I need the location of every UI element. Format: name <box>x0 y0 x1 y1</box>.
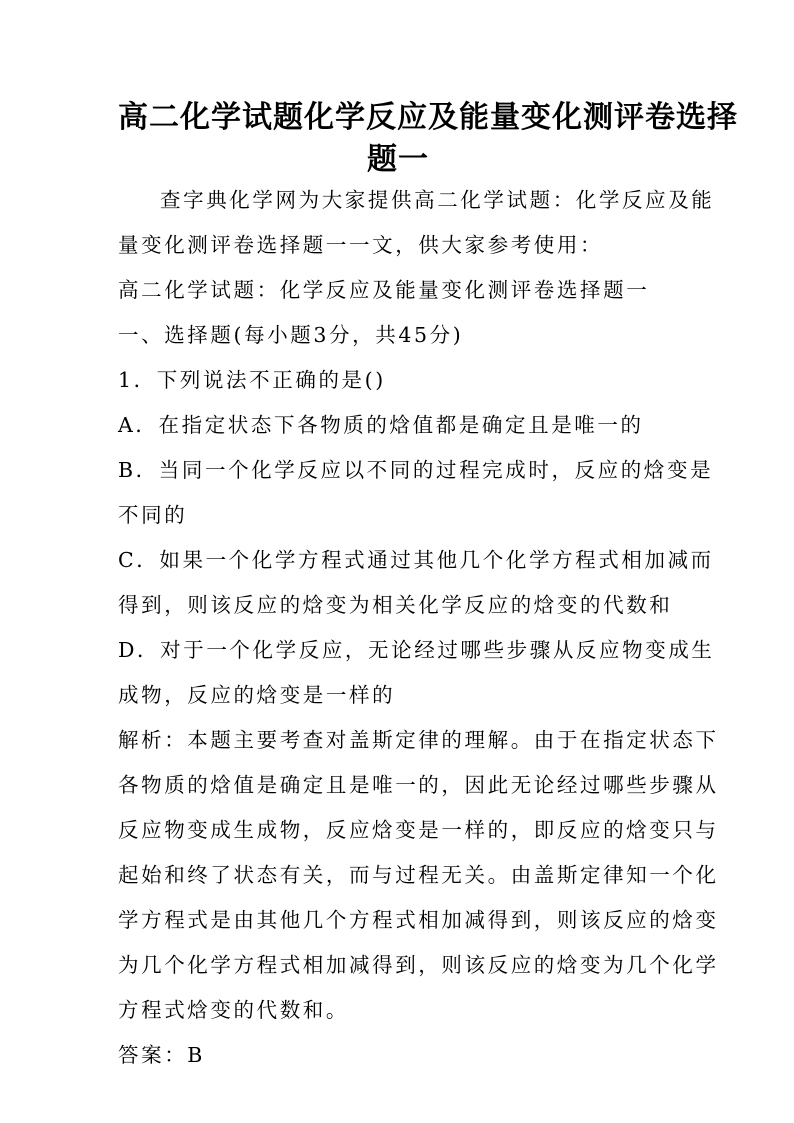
option-b-line-1: B．当同一个化学反应以不同的过程完成时，反应的焓变是 <box>118 458 714 482</box>
analysis-line-2: 各物质的焓值是确定且是唯一的，因此无论经过哪些步骤从 <box>118 773 719 797</box>
section-heading: 一、选择题(每小题3分，共45分) <box>118 323 464 347</box>
option-a: A．在指定状态下各物质的焓值都是确定且是唯一的 <box>118 413 644 437</box>
analysis-line-1: 解析：本题主要考查对盖斯定律的理解。由于在指定状态下 <box>118 728 719 752</box>
question-1: 1．下列说法不正确的是() <box>118 368 386 392</box>
page-title-line-2: 题一 <box>367 142 429 177</box>
analysis-line-6: 为几个化学方程式相加减得到，则该反应的焓变为几个化学 <box>118 953 719 977</box>
answer-line: 答案：B <box>118 1043 205 1067</box>
analysis-line-7: 方程式焓变的代数和。 <box>118 998 349 1022</box>
subtitle-line: 高二化学试题：化学反应及能量变化测评卷选择题一 <box>118 278 650 302</box>
intro-line-1: 查字典化学网为大家提供高二化学试题：化学反应及能 <box>160 188 715 212</box>
option-d-line-2: 成物，反应的焓变是一样的 <box>118 683 396 707</box>
option-c-line-1: C．如果一个化学方程式通过其他几个化学方程式相加减而 <box>118 548 714 572</box>
analysis-line-3: 反应物变成生成物，反应焓变是一样的，即反应的焓变只与 <box>118 818 719 842</box>
intro-line-2: 量变化测评卷选择题一一文，供大家参考使用： <box>118 233 604 257</box>
option-b-line-2: 不同的 <box>118 503 188 527</box>
analysis-line-4: 起始和终了状态有关，而与过程无关。由盖斯定律知一个化 <box>118 863 719 887</box>
page-title-line-1: 高二化学试题化学反应及能量变化测评卷选择 <box>118 100 738 135</box>
analysis-line-5: 学方程式是由其他几个方程式相加减得到，则该反应的焓变 <box>118 908 719 932</box>
option-c-line-2: 得到，则该反应的焓变为相关化学反应的焓变的代数和 <box>118 593 673 617</box>
option-d-line-1: D．对于一个化学反应，无论经过哪些步骤从反应物变成生 <box>118 638 715 662</box>
